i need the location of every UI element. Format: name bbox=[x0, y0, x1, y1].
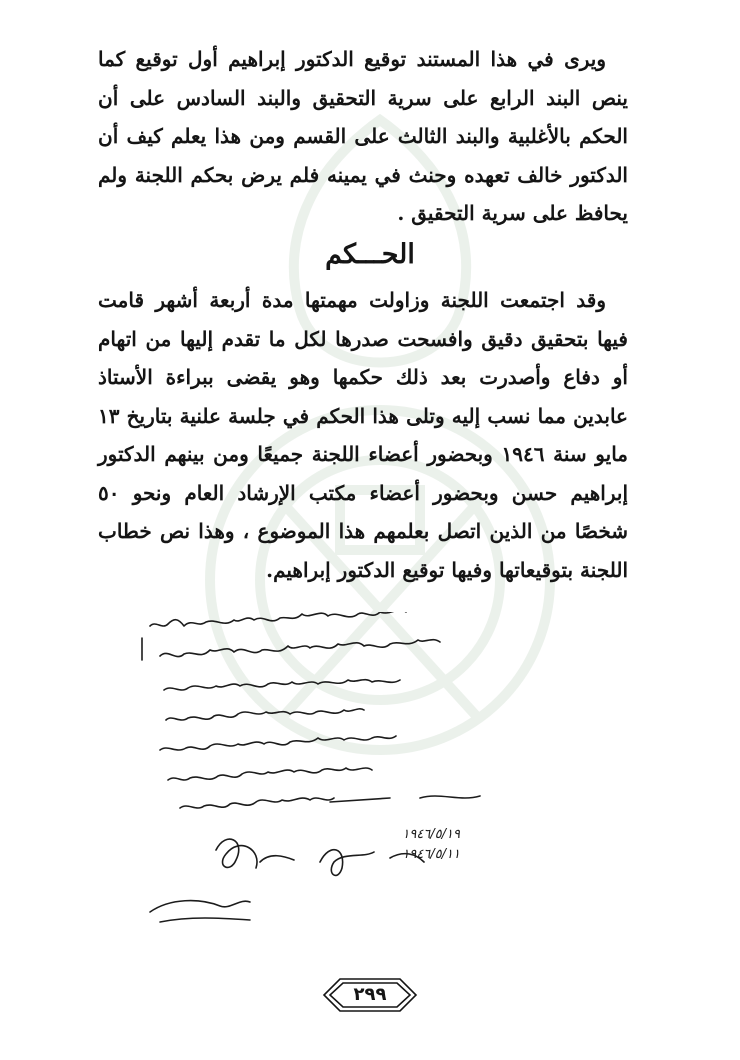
handwritten-letter-image bbox=[120, 612, 640, 942]
letter-date-2: ١٩٤٦/٥/١١ bbox=[402, 847, 460, 862]
paragraph-verdict-text: وقد اجتمعت اللجنة وزاولت مهمتها مدة أربعة أشهر قامت فيها بتحقيق دقيق وافسحت صدرها لكل ما تقدم إليها من اتهام أو دفاع وأصدرت بعد ذلك حكمها وهو يقضى ببراءة الأستاذ عابدين مما نسب إليه وتلى هذا الحكم في جلسة علنية بتاريخ ١٣ مايو سنة ١٩٤٦ وبحضور أعضاء اللجنة جميعًا ومن بينهم الدكتور إبراهيم حسن وبحضور أعضاء مكتب الإرشاد العام ونحو ٥٠ شخصًا من الذين اتصل بعلمهم هذا الموضوع ، وهذا نص خطاب اللجنة بتوقيعاتها وفيها توقيع الدكتور إبراهيم. bbox=[98, 288, 629, 582]
letter-date-1: ١٩٤٦/٥/١٩ bbox=[402, 827, 460, 842]
paragraph-signature-note bbox=[98, 40, 628, 233]
paragraph-verdict bbox=[98, 281, 628, 589]
section-heading: الحـــكم bbox=[325, 239, 415, 270]
page-number-text: ٢٩٩ bbox=[353, 984, 387, 1005]
paragraph-signature-note-text: ويرى في هذا المستند توقيع الدكتور إبراهيم أول توقيع كما ينص البند الرابع على سرية التحقيق والبند السادس على أن الحكم بالأغلبية والبند الثالث على القسم ومن هذا يعلم كيف أن الدكتور خالف تعهده وحنث في يمينه فلم يرض بحكم اللجنة ولم يحافظ على سرية التحقيق . bbox=[98, 47, 628, 225]
page-number bbox=[320, 975, 420, 1015]
